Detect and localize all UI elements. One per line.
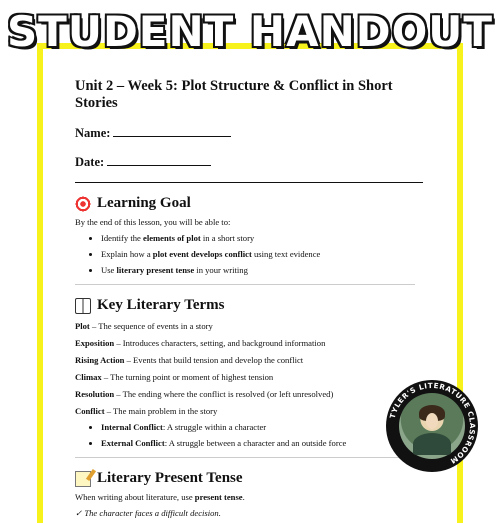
term-item: Plot – The sequence of events in a story [75,321,213,331]
name-label: Name: [75,126,111,140]
svg-text:TYLER'S LITERATURE CLASSROOM [388,381,477,466]
term-item: Conflict – The main problem in the story [75,406,218,416]
badge-text: TYLER'S LITERATURE CLASSROOM [387,380,478,466]
handout-title: Unit 2 – Week 5: Plot Structure & Conflict in Short Stories [75,78,393,111]
learning-goal-list [75,233,425,275]
learning-goal-title: Learning Goal [97,195,191,211]
date-field[interactable] [75,155,425,170]
handout-sheet [75,78,425,519]
present-tense-example: ✓ The character faces a difficult decision. [75,508,221,518]
list-item: • External Conflict: A struggle between a character and an outside force [101,438,425,448]
term-item: Exposition – Introduces characters, setting, and background information [75,338,326,348]
key-terms-heading [75,297,425,314]
key-terms-title: Key Literary Terms [97,297,225,313]
term-item: Rising Action – Events that build tension and develop the conflict [75,355,304,365]
list-item: • Identify the elements of plot in a short story [101,233,425,243]
present-tense-intro: When writing about literature, use present tense. [75,492,245,502]
learning-goal-intro: By the end of this lesson, you will be able to: [75,217,231,227]
list-item: • Internal Conflict: A struggle within a character [101,422,425,432]
present-tense-title: Literary Present Tense [97,470,243,486]
present-tense-heading [75,470,425,487]
section-divider [75,284,415,285]
date-blank[interactable] [107,155,211,166]
memo-icon [75,471,91,487]
banner-title: STUDENT HANDOUT [6,7,494,56]
learning-goal-heading [75,195,425,212]
divider [75,182,423,183]
section-divider [75,457,415,458]
term-item: Climax – The turning point or moment of highest tension [75,372,274,382]
name-field[interactable] [75,126,425,141]
book-icon [75,298,91,314]
list-item: • Use literary present tense in your writing [101,265,425,275]
classroom-logo-badge [386,380,478,472]
target-icon [75,196,91,212]
badge-ring-text [386,380,478,472]
date-label: Date: [75,155,105,169]
list-item: • Explain how a plot event develops conflict using text evidence [101,249,425,259]
term-item: Resolution – The ending where the conflict is resolved (or left unresolved) [75,389,334,399]
name-blank[interactable] [113,126,231,137]
conflict-types-list [75,422,425,448]
